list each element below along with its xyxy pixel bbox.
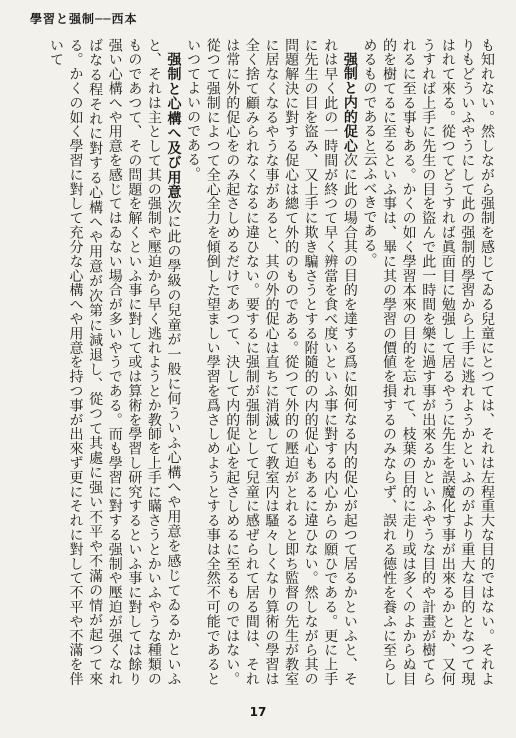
paragraph-3 (45, 38, 182, 686)
paragraph-1 (359, 38, 496, 686)
section-heading-compulsion-attitude: 强制と心構へ及び用意 (165, 52, 182, 200)
body-text (20, 38, 496, 686)
paragraph-3-text: 次に此の學級の兒童が一般に何ういふ心構へや用意を感じてゐるかといふと、それは主として其の强制や壓迫から早く逃れようとか教師を上手に瞞さうとかいふやうな種類のものであつて、その問題を解くといふ事に對して或は算術を學習し研究するといふ事に對しては餘り强い心構へや用意を感じてはゐない場合が多いやうである。而も學習に對する强制や壓迫が强くなればなる程それに對する心構へや用意が次第に減退し、從つて其處に强い不平や不滿の情が起つて來る。かくの如く學習に對して充分な心構へや用意を持つ事が出來ず更にそれに對して不平や不滿を伴いて (47, 38, 182, 686)
paragraph-1-text: も知れない。然しながら强制を感じてゐる兒童にとつては、それは左程重大な目的ではない。それよりもどういふやうにして此の强制的學習から上手に逃れようかといふのがより重大な目的となつて現はれて來る。從つてどうすれば眞面目に勉强して居るやうに先生を誤魔化す事が出來るかとか、又何うすれば上手に先生の目を盜んで此一時間を樂に過す事が出來るかといふやうな目的や計畫が樹てられるに至る事もある。かくの如く學習本來の目的を忘れて、枝葉の目的に走り或は多くのよからぬ目的を樹てるに至るといふ事は、畢に其の學習の價値を損するのみならず、誤れる德性を養ふに至らしめるものであると云ふべきである。 (361, 38, 495, 686)
paragraph-2 (183, 38, 359, 686)
paragraph-2-text: 次に此の場合其の目的を達する爲に如何なる内的促心が起つて居るかといふと、それは早く此の一時間が終つて早く辨當を食べ度いといふ事に對する内心からの願ひである。更に上手に先生の目を盜み、又上手に欺き騙さうとする附隨的の内的促心もあるに違ひない。然しながら其の問題解決に對する促心は總て外的のものである。從つて外的の壓迫がとれると即ち監督の先生が教室に居なくなるやうな事があると、其の外的促心は直ちに消滅して教室内は騷々しくなり算術の學習は全く捨て顧みられなくなるに違ひない。要するに强制が强制として兒童に感ぜられて居る間は、それは常に外的促心をのみ起さしめるだけであつて、決して内的促心を起さしめるに至るものではない。從つて强制によつて全心全力を傾倒した望ましい學習を爲さしめようとする事は全然不可能であるといつてよいのである。 (185, 38, 358, 686)
page-number: 17 (249, 705, 267, 719)
running-head: 學習と强制──西本 (30, 12, 138, 26)
section-heading-compulsion-inner-motive: 强制と内的促心 (341, 52, 358, 153)
